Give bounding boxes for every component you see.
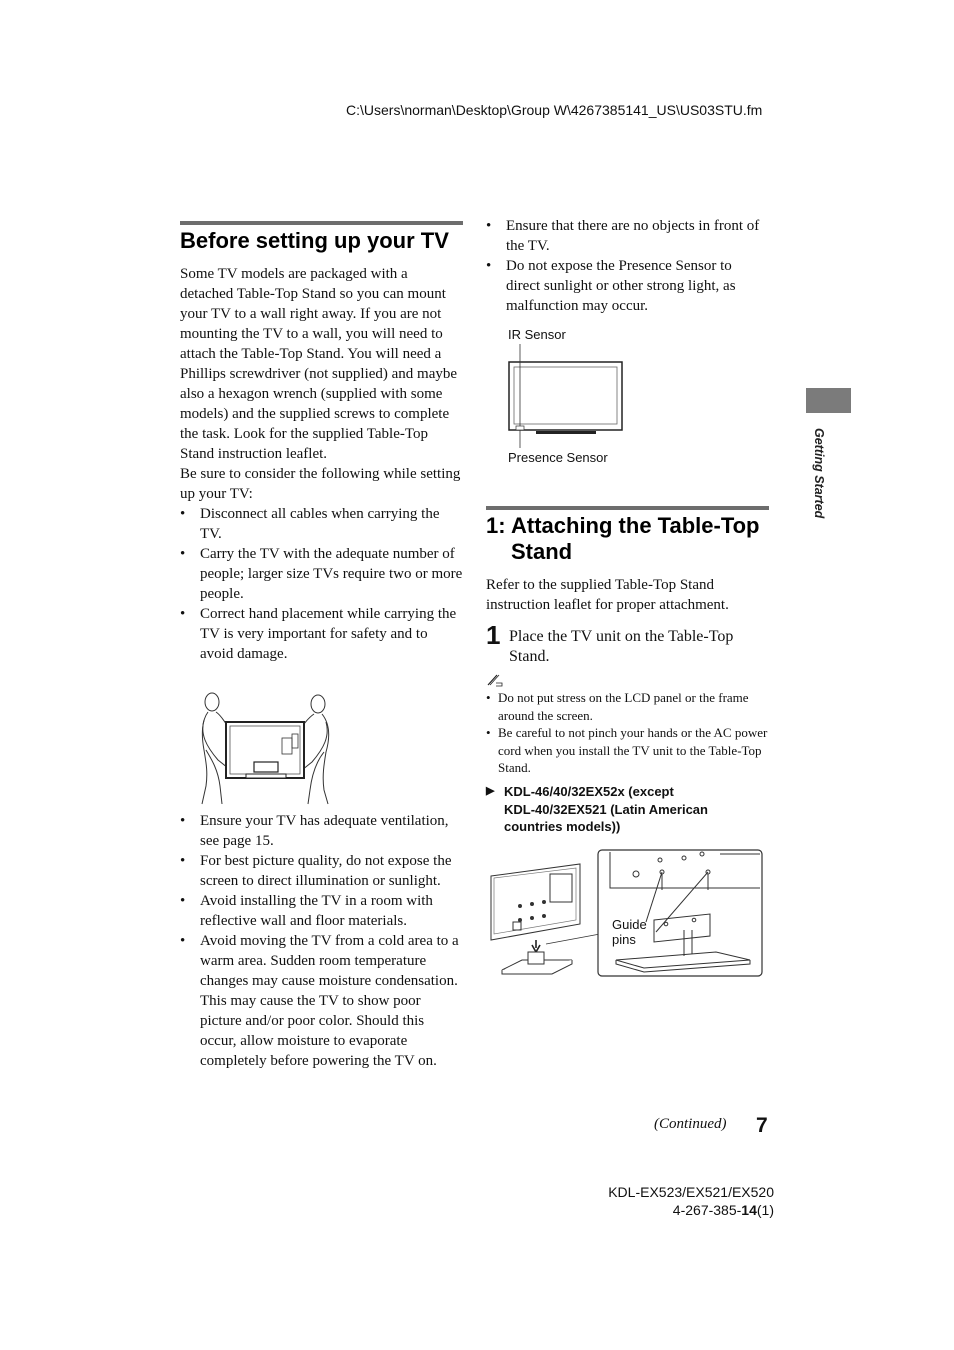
stand-attachment-illustration — [488, 848, 766, 980]
guide-pins-label — [612, 917, 647, 947]
list-item: • Disconnect all cables when carrying the TV. — [180, 504, 463, 544]
step-text: Place the TV unit on the Table-Top Stand. — [509, 628, 734, 665]
intro-paragraph: Some TV models are packaged with a detached Table-Top Stand so you can mount your TV to a wall right away. If you are not mounting the TV to a wall, you will need to attach the Table-Top Stand. You will need a Phillips screwdriver (not supplied) and maybe also a hexagon wrench (supplied with some models) and the supplied screws to complete the task. Look for the supplied Table-Top Stand instruction leaflet. — [180, 266, 458, 462]
footer-code: 4-267-385-14(1) — [672, 1202, 774, 1218]
section-rule-left — [180, 221, 463, 225]
right-column-top-text — [486, 216, 769, 316]
list-item: • Be careful to not pinch your hands or the AC power cord when you install the TV unit to the Table-Top Stand. — [486, 724, 770, 777]
arrow-icon: ▶ — [486, 785, 495, 797]
chapter-tab-label: Getting Started — [812, 428, 826, 519]
model-heading — [486, 783, 776, 836]
section-title-line: Stand — [511, 539, 573, 564]
notes-block — [486, 689, 770, 777]
list-item: • Avoid moving the TV from a cold area to a warm area. Sudden room temperature changes may cause moisture condensation. This may cause the TV to show poor picture and/or poor color. Should this occur, allow moisture to evaporate completely before powering the TV on. — [180, 931, 463, 1071]
list-item: • Avoid installing the TV in a room with reflective wall and floor materials. — [180, 891, 463, 931]
page-number: 7 — [756, 1114, 768, 1137]
list-item: • Do not put stress on the LCD panel or the frame around the screen. — [486, 689, 770, 724]
bullet-list-a — [180, 504, 463, 664]
guide-pins-line: Guide — [612, 917, 647, 932]
section-title-line: Attaching the Table-Top — [511, 513, 760, 538]
step-number: 1 — [486, 620, 501, 650]
section-title-before-setup: Before setting up your TV — [180, 228, 449, 253]
left-column-text — [180, 264, 463, 664]
ir-sensor-label: IR Sensor — [508, 327, 566, 342]
notes-list — [486, 689, 770, 777]
list-item: • For best picture quality, do not expose the screen to direct illumination or sunlight. — [180, 851, 463, 891]
tv-sensor-diagram — [506, 344, 626, 450]
list-item: • Ensure that there are no objects in front of the TV. — [486, 216, 769, 256]
list-item: • Do not expose the Presence Sensor to direct sunlight or other strong light, as malfunction may occur. — [486, 256, 769, 316]
section-rule-right — [486, 506, 769, 510]
footer-model-info — [574, 1183, 774, 1219]
list-item: • Correct hand placement while carrying the TV is very important for safety and to avoid damage. — [180, 604, 463, 664]
model-heading-line: KDL-40/32EX521 (Latin American — [504, 801, 708, 817]
list-item: • Carry the TV with the adequate number of people; larger size TVs require two or more people. — [180, 544, 463, 604]
section-number: 1: — [486, 513, 506, 538]
model-heading-line: KDL-46/40/32EX52x (except — [504, 784, 674, 799]
carrying-tv-illustration — [198, 690, 334, 806]
bullet-list-b — [180, 811, 463, 1071]
chapter-tab-marker — [806, 388, 851, 413]
left-column-text-lower — [180, 811, 463, 1071]
file-path-header: C:\Users\norman\Desktop\Group W\4267385141_US\US03STU.fm — [346, 102, 763, 118]
model-heading-line: countries models)) — [504, 819, 621, 834]
section-title-attaching-stand — [486, 513, 776, 565]
list-item: • Ensure your TV has adequate ventilation, see page 15. — [180, 811, 463, 851]
guide-pins-line: pins — [612, 932, 636, 947]
bullet-list-top — [486, 216, 769, 316]
note-pencil-icon — [486, 673, 504, 687]
presence-sensor-label: Presence Sensor — [508, 450, 608, 465]
footer-models: KDL-EX523/EX521/EX520 — [608, 1184, 774, 1200]
consider-paragraph: Be sure to consider the following while setting up your TV: — [180, 466, 461, 502]
section-intro: Refer to the supplied Table-Top Stand instruction leaflet for proper attachment. — [486, 577, 729, 613]
continued-label: (Continued) — [654, 1116, 727, 1132]
